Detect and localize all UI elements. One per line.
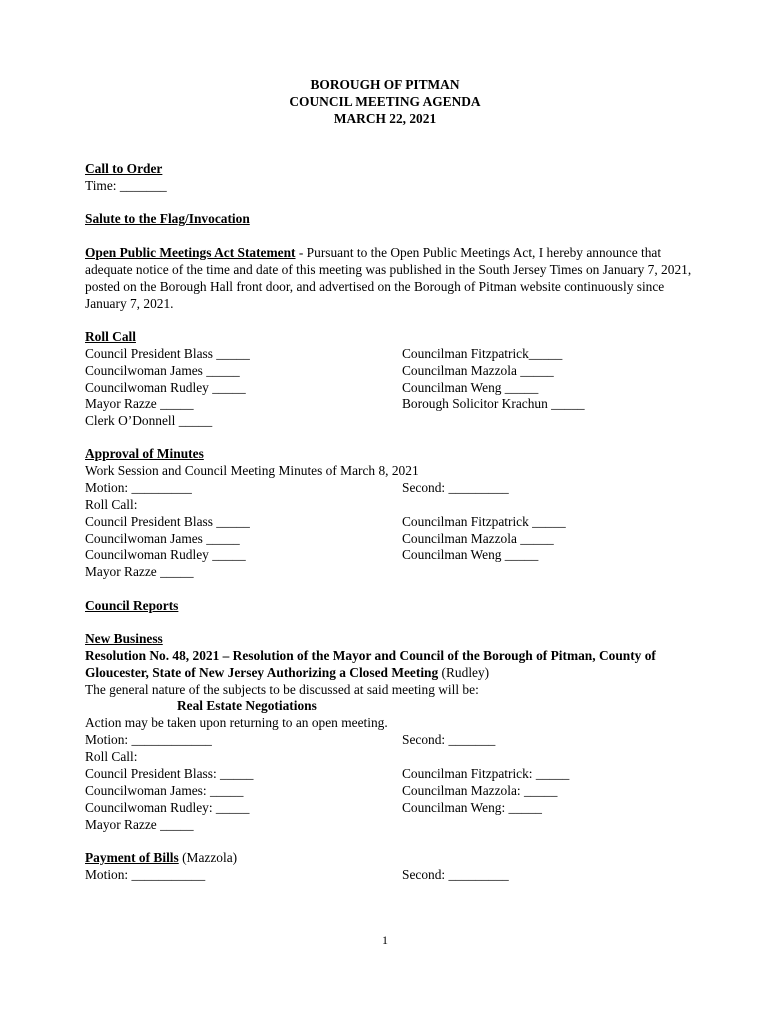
new-business-motion: Motion: ____________: [85, 732, 212, 747]
minutes-right-2: Councilman Mazzola _____: [402, 531, 554, 546]
minutes-motion: Motion: _________: [85, 480, 192, 495]
bills-heading-line: [85, 850, 237, 866]
bills-heading: Payment of Bills: [85, 850, 179, 865]
minutes-left-2: Councilwoman James _____: [85, 531, 240, 546]
minutes-desc: Work Session and Council Meeting Minutes of March 8, 2021: [85, 463, 419, 478]
resolution-sponsor: (Rudley): [438, 665, 490, 680]
roll-call-left-3: Councilwoman Rudley _____: [85, 380, 246, 395]
new-business-left-1: Council President Blass: _____: [85, 766, 254, 781]
resolution-line-2: [85, 665, 489, 681]
minutes-heading: Approval of Minutes: [85, 446, 204, 461]
minutes-roll-label: Roll Call:: [85, 497, 138, 512]
opma-text-1: - Pursuant to the Open Public Meetings Act, I hereby announce that: [295, 245, 662, 260]
minutes-left-1: Council President Blass _____: [85, 514, 250, 529]
minutes-second: Second: _________: [402, 480, 509, 495]
closed-meeting-nature: The general nature of the subjects to be discussed at said meeting will be:: [85, 682, 479, 697]
header-date: MARCH 22, 2021: [333, 111, 437, 126]
minutes-left-3: Councilwoman Rudley _____: [85, 547, 246, 562]
opma-line-1: [85, 245, 661, 261]
opma-heading: Open Public Meetings Act Statement: [85, 245, 296, 260]
resolution-title-end: Gloucester, State of New Jersey Authorizing a Closed Meeting: [85, 665, 439, 680]
call-to-order-time: Time: _______: [85, 178, 167, 193]
new-business-right-3: Councilman Weng: _____: [402, 800, 543, 815]
new-business-left-2: Councilwoman James: _____: [85, 783, 244, 798]
new-business-second: Second: _______: [402, 732, 496, 747]
new-business-right-2: Councilman Mazzola: _____: [402, 783, 558, 798]
header-borough: BOROUGH OF PITMAN: [310, 77, 460, 92]
roll-call-right-1: Councilman Fitzpatrick_____: [402, 346, 563, 361]
resolution-line-1: Resolution No. 48, 2021 – Resolution of the Mayor and Council of the Borough of Pitman, County of: [85, 648, 656, 663]
roll-call-left-1: Council President Blass _____: [85, 346, 250, 361]
roll-call-right-4: Borough Solicitor Krachun _____: [402, 396, 585, 411]
bills-sponsor: (Mazzola): [178, 850, 238, 865]
closed-meeting-action: Action may be taken upon returning to an open meeting.: [85, 715, 388, 730]
header-agenda: COUNCIL MEETING AGENDA: [289, 94, 481, 109]
page-number: 1: [382, 933, 388, 947]
bills-motion: Motion: ___________: [85, 867, 206, 882]
minutes-right-1: Councilman Fitzpatrick _____: [402, 514, 566, 529]
minutes-right-3: Councilman Weng _____: [402, 547, 539, 562]
roll-call-right-2: Councilman Mazzola _____: [402, 363, 554, 378]
new-business-heading: New Business: [85, 631, 163, 646]
bills-second: Second: _________: [402, 867, 509, 882]
roll-call-right-3: Councilman Weng _____: [402, 380, 539, 395]
roll-call-heading: Roll Call: [85, 329, 136, 344]
roll-call-left-4: Mayor Razze _____: [85, 396, 194, 411]
new-business-left-4: Mayor Razze _____: [85, 817, 194, 832]
roll-call-left-2: Councilwoman James _____: [85, 363, 240, 378]
roll-call-left-5: Clerk O’Donnell _____: [85, 413, 213, 428]
salute-heading: Salute to the Flag/Invocation: [85, 211, 250, 226]
new-business-roll-label: Roll Call:: [85, 749, 138, 764]
opma-line-4: January 7, 2021.: [85, 296, 174, 311]
closed-meeting-subject: Real Estate Negotiations: [177, 698, 317, 713]
council-reports-heading: Council Reports: [85, 598, 179, 613]
new-business-right-1: Councilman Fitzpatrick: _____: [402, 766, 570, 781]
call-to-order-heading: Call to Order: [85, 161, 163, 176]
opma-line-3: posted on the Borough Hall front door, and advertised on the Borough of Pitman website continuously since: [85, 279, 665, 294]
minutes-left-4: Mayor Razze _____: [85, 564, 194, 579]
opma-line-2: adequate notice of the time and date of this meeting was published in the South Jersey Times on January 7, 2021,: [85, 262, 692, 277]
new-business-left-3: Councilwoman Rudley: _____: [85, 800, 250, 815]
